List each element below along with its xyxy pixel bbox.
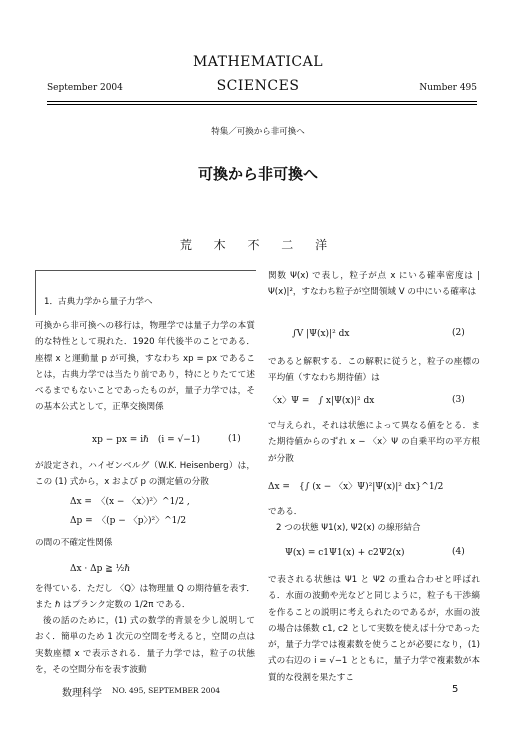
section-title: 1．古典力学から量子力学へ bbox=[44, 297, 153, 307]
header-rule-top bbox=[47, 101, 477, 102]
equation-uncertainty: Δx · Δp ≧ ½ℏ bbox=[70, 564, 131, 574]
left-paragraph-3: の間の不確定性関係 bbox=[35, 538, 113, 548]
author-name: 荒 木 不 二 洋 bbox=[179, 238, 337, 252]
equation-1-number: (1) bbox=[228, 434, 241, 444]
journal-name-line2: SCIENCES bbox=[216, 78, 300, 94]
left-paragraph-5: 後の話のために，(1) 式の数学的背景を少し説明しておく．簡単のため 1 次元の空間を考えると，空間の点は実数座標 x で表示される．量子力学では，粒子の状態を，その空間分布を表す波動 bbox=[35, 616, 255, 675]
equation-3: 〈x〉Ψ = ∫ x|Ψ(x)|² dx bbox=[268, 396, 375, 406]
equation-5-number: (4) bbox=[452, 547, 465, 557]
journal-name-line1: MATHEMATICAL bbox=[192, 54, 324, 70]
footer-journal-jp: 数理科学 bbox=[62, 688, 102, 699]
article-title: 可換から非可換へ bbox=[197, 165, 318, 183]
header-date: September 2004 bbox=[47, 83, 123, 93]
equation-2-number: (2) bbox=[452, 328, 465, 338]
right-paragraph-6: で表される状態は Ψ1 と Ψ2 の重ね合わせと呼ばれる．水面の波動や光などと同じように，粒子も干渉縞を作ることの説明に考えられたのであるが，水面の波の場合は係数 c1, c2 として実数を使えば十分であったが，量子力学では複素数を使うことが必要になり，(1) 式の右辺の i = √−1 とともに，量子力学で複素数が本質的な役割を果たすこ bbox=[268, 575, 480, 683]
equation-4: Δx = {∫ (x − 〈x〉Ψ)²|Ψ(x)|² dx}^1/2 bbox=[268, 482, 444, 492]
equation-5: Ψ(x) = c1Ψ1(x) + c2Ψ2(x) bbox=[285, 548, 405, 558]
equation-1: xp − px = iℏ (i = √−1) bbox=[92, 435, 201, 445]
header-rule-bottom bbox=[47, 104, 477, 105]
left-paragraph-1: 可換から非可換への移行は，物理学では量子力学の本質的な特性として現れた．1920 年代後半のことである．座標 x と運動量 p が可換，すなわち xp = px であることは，古典力学では当たり前であり，特にとりたてて述べるまでもないことであったものが，量子力学では，その基本公式として，正準交換関係 bbox=[35, 321, 255, 413]
right-paragraph-1: 関数 Ψ(x) で表し，粒子が点 x にいる確率密度は |Ψ(x)|²，すなわち粒子が空間領域 V の中にいる確率は bbox=[268, 271, 480, 298]
right-paragraph-5: 2 つの状態 Ψ1(x), Ψ2(x) の線形結合 bbox=[276, 523, 421, 533]
page-number: 5 bbox=[452, 684, 459, 695]
right-paragraph-2: であると解釈する．この解釈に従うと，粒子の座標の平均値（すなわち期待値）は bbox=[268, 357, 480, 384]
equation-3-number: (3) bbox=[452, 395, 465, 405]
left-paragraph-2: が設定され，ハイゼンベルグ（W.K. Heisenberg）は，この (1) 式から，x および p の測定値の分散 bbox=[35, 461, 255, 488]
header-number: Number 495 bbox=[419, 83, 477, 93]
left-paragraph-4: を得ている．ただし 〈Q〉は物理量 Q の期待値を表す．また ℏ はプランク定数の 1/2π である． bbox=[35, 584, 255, 611]
equation-2a: Δx = 〈(x − 〈x〉)²〉^1/2 , bbox=[70, 497, 190, 507]
equation-2b: Δp = 〈(p − 〈p〉)²〉^1/2 bbox=[70, 516, 187, 526]
feature-label: 特集／可換から非可換へ bbox=[211, 127, 305, 137]
footer-issue: NO. 495, SEPTEMBER 2004 bbox=[112, 686, 221, 695]
right-paragraph-4: である． bbox=[268, 507, 303, 517]
equation-2: ∫V |Ψ(x)|² dx bbox=[292, 329, 350, 339]
right-paragraph-3: で与えられ，それは状態によって異なる値をとる．また期待値からのずれ x − 〈x〉Ψ の自乗平均の平方根が分散 bbox=[268, 421, 480, 464]
section-box bbox=[35, 270, 256, 315]
